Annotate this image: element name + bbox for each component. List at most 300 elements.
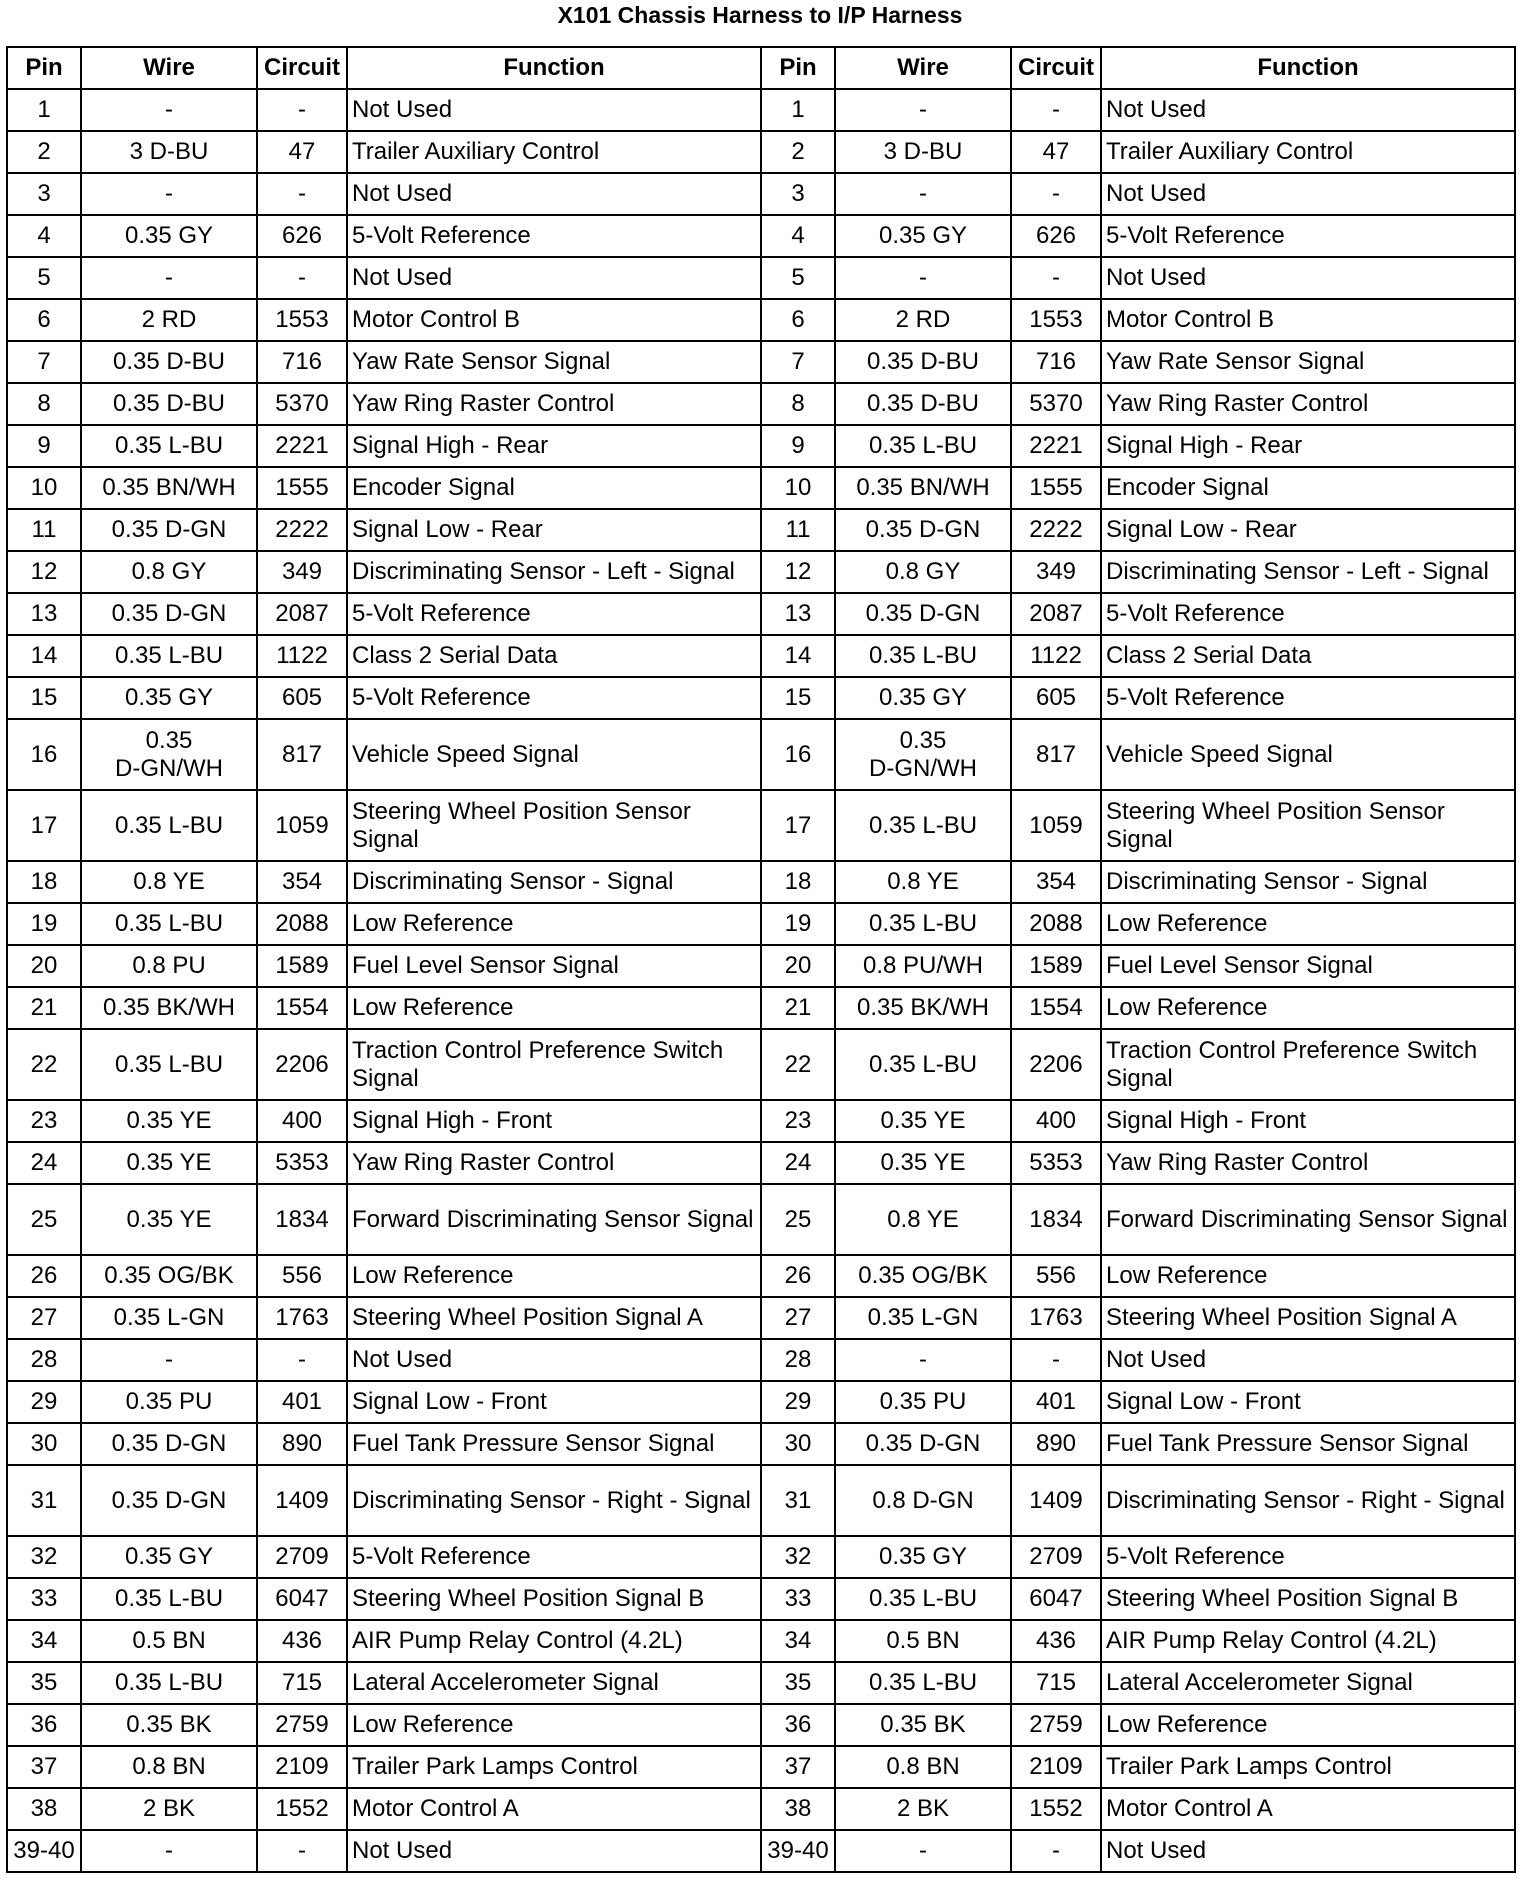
pin-cell-right: 31	[761, 1465, 835, 1536]
wire-cell: 0.35 PU	[81, 1381, 257, 1423]
function-cell: Discriminating Sensor - Signal	[347, 861, 761, 903]
wire-cell-right: 0.35 L-BU	[835, 1578, 1011, 1620]
circuit-cell: 354	[257, 861, 347, 903]
pin-cell: 1	[7, 89, 81, 131]
function-cell-right: Fuel Level Sensor Signal	[1101, 945, 1515, 987]
table-row	[7, 987, 1515, 1029]
pin-cell: 5	[7, 257, 81, 299]
wire-cell-right: 3 D-BU	[835, 131, 1011, 173]
circuit-cell-right: 2109	[1011, 1746, 1101, 1788]
pin-cell-right: 6	[761, 299, 835, 341]
table-row	[7, 1536, 1515, 1578]
circuit-cell: 6047	[257, 1578, 347, 1620]
function-cell: Motor Control A	[347, 1788, 761, 1830]
circuit-cell: -	[257, 1830, 347, 1872]
pin-cell-right: 30	[761, 1423, 835, 1465]
table-row	[7, 215, 1515, 257]
table-row	[7, 677, 1515, 719]
function-cell: Signal Low - Rear	[347, 509, 761, 551]
function-cell: Not Used	[347, 257, 761, 299]
wire-cell-right: -	[835, 1339, 1011, 1381]
function-cell: Fuel Tank Pressure Sensor Signal	[347, 1423, 761, 1465]
function-cell-right: Signal Low - Rear	[1101, 509, 1515, 551]
wire-cell-right: 0.35 L-BU	[835, 1029, 1011, 1100]
connector-table	[6, 46, 1516, 1873]
table-row	[7, 1620, 1515, 1662]
circuit-cell-right: -	[1011, 1339, 1101, 1381]
circuit-cell: 1409	[257, 1465, 347, 1536]
pin-cell: 31	[7, 1465, 81, 1536]
function-cell: Steering Wheel Position Signal A	[347, 1297, 761, 1339]
circuit-cell: 1553	[257, 299, 347, 341]
pin-cell: 26	[7, 1255, 81, 1297]
table-row	[7, 1381, 1515, 1423]
pin-cell: 6	[7, 299, 81, 341]
pin-cell: 3	[7, 173, 81, 215]
pin-cell: 17	[7, 790, 81, 861]
circuit-cell-right: 1554	[1011, 987, 1101, 1029]
wire-cell: -	[81, 1830, 257, 1872]
pin-cell-right: 9	[761, 425, 835, 467]
pin-cell-right: 1	[761, 89, 835, 131]
circuit-cell-right: 716	[1011, 341, 1101, 383]
wire-cell: 0.35 BK	[81, 1704, 257, 1746]
header-wire-right: Wire	[835, 47, 1011, 89]
circuit-cell: 716	[257, 341, 347, 383]
function-cell-right: Trailer Auxiliary Control	[1101, 131, 1515, 173]
table-row	[7, 945, 1515, 987]
pin-cell: 30	[7, 1423, 81, 1465]
pin-cell-right: 38	[761, 1788, 835, 1830]
pin-cell-right: 2	[761, 131, 835, 173]
function-cell: Not Used	[347, 173, 761, 215]
function-cell: Trailer Park Lamps Control	[347, 1746, 761, 1788]
circuit-cell-right: 1589	[1011, 945, 1101, 987]
table-row	[7, 341, 1515, 383]
wire-cell-right: 0.35 GY	[835, 215, 1011, 257]
pin-cell: 10	[7, 467, 81, 509]
pin-cell: 15	[7, 677, 81, 719]
wire-cell-right: 0.35 D-GN/WH	[835, 719, 1011, 790]
wire-cell-right: 0.8 YE	[835, 1184, 1011, 1255]
wire-cell: 0.35 L-GN	[81, 1297, 257, 1339]
table-row	[7, 257, 1515, 299]
header-circuit-right: Circuit	[1011, 47, 1101, 89]
pin-cell: 7	[7, 341, 81, 383]
pin-cell: 34	[7, 1620, 81, 1662]
function-cell-right: Yaw Ring Raster Control	[1101, 1142, 1515, 1184]
pin-cell-right: 25	[761, 1184, 835, 1255]
wire-cell: 3 D-BU	[81, 131, 257, 173]
pin-cell: 8	[7, 383, 81, 425]
circuit-cell-right: 1763	[1011, 1297, 1101, 1339]
function-cell-right: Forward Discriminating Sensor Signal	[1101, 1184, 1515, 1255]
pin-cell: 9	[7, 425, 81, 467]
circuit-cell: 401	[257, 1381, 347, 1423]
circuit-cell: 349	[257, 551, 347, 593]
function-cell: Yaw Ring Raster Control	[347, 1142, 761, 1184]
table-row	[7, 425, 1515, 467]
circuit-cell-right: 1409	[1011, 1465, 1101, 1536]
function-cell-right: Class 2 Serial Data	[1101, 635, 1515, 677]
pin-cell: 14	[7, 635, 81, 677]
function-cell: 5-Volt Reference	[347, 1536, 761, 1578]
wire-cell-right: 2 BK	[835, 1788, 1011, 1830]
circuit-cell: 2206	[257, 1029, 347, 1100]
wire-cell-right: 0.35 L-BU	[835, 425, 1011, 467]
circuit-cell: 1554	[257, 987, 347, 1029]
function-cell: 5-Volt Reference	[347, 677, 761, 719]
function-cell-right: Not Used	[1101, 89, 1515, 131]
pin-cell: 24	[7, 1142, 81, 1184]
circuit-cell: 1589	[257, 945, 347, 987]
header-pin: Pin	[7, 47, 81, 89]
function-cell-right: Encoder Signal	[1101, 467, 1515, 509]
circuit-cell-right: 1553	[1011, 299, 1101, 341]
wire-cell-right: 0.35 D-GN	[835, 509, 1011, 551]
function-cell-right: Low Reference	[1101, 987, 1515, 1029]
function-cell: Vehicle Speed Signal	[347, 719, 761, 790]
wire-cell-right: 0.8 YE	[835, 861, 1011, 903]
table-row	[7, 861, 1515, 903]
function-cell-right: Traction Control Preference Switch Signal	[1101, 1029, 1515, 1100]
table-row	[7, 1830, 1515, 1872]
function-cell-right: Yaw Rate Sensor Signal	[1101, 341, 1515, 383]
circuit-cell-right: 6047	[1011, 1578, 1101, 1620]
table-row	[7, 383, 1515, 425]
function-cell: Yaw Rate Sensor Signal	[347, 341, 761, 383]
circuit-cell-right: 5353	[1011, 1142, 1101, 1184]
wire-cell: 2 BK	[81, 1788, 257, 1830]
pin-cell-right: 12	[761, 551, 835, 593]
circuit-cell: 1834	[257, 1184, 347, 1255]
function-cell: Trailer Auxiliary Control	[347, 131, 761, 173]
pin-cell-right: 29	[761, 1381, 835, 1423]
function-cell-right: Not Used	[1101, 1830, 1515, 1872]
pin-cell-right: 22	[761, 1029, 835, 1100]
wire-cell-right: -	[835, 173, 1011, 215]
circuit-cell: 715	[257, 1662, 347, 1704]
wire-cell-right: 0.35 L-BU	[835, 790, 1011, 861]
wire-cell-right: 0.35 L-BU	[835, 635, 1011, 677]
circuit-cell-right: 1552	[1011, 1788, 1101, 1830]
function-cell-right: Signal High - Front	[1101, 1100, 1515, 1142]
wire-cell: -	[81, 173, 257, 215]
header-wire: Wire	[81, 47, 257, 89]
function-cell-right: Discriminating Sensor - Right - Signal	[1101, 1465, 1515, 1536]
circuit-cell: 436	[257, 1620, 347, 1662]
circuit-cell: 2222	[257, 509, 347, 551]
function-cell: Low Reference	[347, 987, 761, 1029]
pin-cell-right: 7	[761, 341, 835, 383]
wire-cell-right: 0.35 L-GN	[835, 1297, 1011, 1339]
circuit-cell-right: -	[1011, 257, 1101, 299]
pin-cell: 22	[7, 1029, 81, 1100]
wire-cell: 0.8 PU	[81, 945, 257, 987]
function-cell: Encoder Signal	[347, 467, 761, 509]
function-cell: Signal High - Front	[347, 1100, 761, 1142]
pin-cell-right: 17	[761, 790, 835, 861]
pin-cell: 12	[7, 551, 81, 593]
wire-cell-right: 0.35 PU	[835, 1381, 1011, 1423]
circuit-cell: -	[257, 89, 347, 131]
circuit-cell: 890	[257, 1423, 347, 1465]
function-cell: Lateral Accelerometer Signal	[347, 1662, 761, 1704]
function-cell-right: Not Used	[1101, 1339, 1515, 1381]
pin-cell-right: 23	[761, 1100, 835, 1142]
function-cell: Motor Control B	[347, 299, 761, 341]
circuit-cell: 1122	[257, 635, 347, 677]
table-row	[7, 551, 1515, 593]
wire-cell-right: 2 RD	[835, 299, 1011, 341]
circuit-cell-right: 2088	[1011, 903, 1101, 945]
function-cell-right: Trailer Park Lamps Control	[1101, 1746, 1515, 1788]
function-cell-right: Fuel Tank Pressure Sensor Signal	[1101, 1423, 1515, 1465]
pin-cell-right: 21	[761, 987, 835, 1029]
circuit-cell-right: 890	[1011, 1423, 1101, 1465]
function-cell: Not Used	[347, 89, 761, 131]
wire-cell-right: -	[835, 1830, 1011, 1872]
pin-cell: 4	[7, 215, 81, 257]
pin-cell: 36	[7, 1704, 81, 1746]
wire-cell-right: 0.35 GY	[835, 677, 1011, 719]
table-row	[7, 1184, 1515, 1255]
circuit-cell: 5370	[257, 383, 347, 425]
function-cell-right: 5-Volt Reference	[1101, 1536, 1515, 1578]
table-row	[7, 790, 1515, 861]
pin-cell-right: 5	[761, 257, 835, 299]
wire-cell: 0.8 YE	[81, 861, 257, 903]
function-cell-right: Motor Control B	[1101, 299, 1515, 341]
wire-cell-right: 0.35 OG/BK	[835, 1255, 1011, 1297]
function-cell: Steering Wheel Position Sensor Signal	[347, 790, 761, 861]
pin-cell: 37	[7, 1746, 81, 1788]
circuit-cell-right: 1059	[1011, 790, 1101, 861]
wire-cell: -	[81, 1339, 257, 1381]
pin-cell-right: 34	[761, 1620, 835, 1662]
wire-cell-right: 0.35 BK/WH	[835, 987, 1011, 1029]
function-cell-right: 5-Volt Reference	[1101, 677, 1515, 719]
circuit-cell-right: 715	[1011, 1662, 1101, 1704]
pin-cell-right: 36	[761, 1704, 835, 1746]
wire-cell: 0.35 D-GN	[81, 1423, 257, 1465]
function-cell-right: Lateral Accelerometer Signal	[1101, 1662, 1515, 1704]
circuit-cell-right: -	[1011, 89, 1101, 131]
table-body	[7, 89, 1515, 1872]
circuit-cell-right: 354	[1011, 861, 1101, 903]
pin-cell: 27	[7, 1297, 81, 1339]
function-cell: Traction Control Preference Switch Signal	[347, 1029, 761, 1100]
circuit-cell: 2087	[257, 593, 347, 635]
table-row	[7, 1297, 1515, 1339]
circuit-cell: 2221	[257, 425, 347, 467]
function-cell: Steering Wheel Position Signal B	[347, 1578, 761, 1620]
function-cell: 5-Volt Reference	[347, 593, 761, 635]
circuit-cell: 5353	[257, 1142, 347, 1184]
table-row	[7, 1100, 1515, 1142]
table-row	[7, 1423, 1515, 1465]
wire-cell: 0.35 L-BU	[81, 1662, 257, 1704]
circuit-cell: 47	[257, 131, 347, 173]
circuit-cell: 1555	[257, 467, 347, 509]
wire-cell-right: -	[835, 89, 1011, 131]
wire-cell-right: 0.35 YE	[835, 1100, 1011, 1142]
circuit-cell-right: 626	[1011, 215, 1101, 257]
wire-cell: 0.5 BN	[81, 1620, 257, 1662]
pin-cell-right: 27	[761, 1297, 835, 1339]
function-cell-right: Low Reference	[1101, 903, 1515, 945]
wire-cell: 2 RD	[81, 299, 257, 341]
pin-cell-right: 13	[761, 593, 835, 635]
wire-cell: 0.35 GY	[81, 1536, 257, 1578]
circuit-cell: 626	[257, 215, 347, 257]
circuit-cell-right: 605	[1011, 677, 1101, 719]
circuit-cell-right: 401	[1011, 1381, 1101, 1423]
pin-cell: 33	[7, 1578, 81, 1620]
table-row	[7, 467, 1515, 509]
pin-cell: 11	[7, 509, 81, 551]
pin-cell-right: 33	[761, 1578, 835, 1620]
circuit-cell: 556	[257, 1255, 347, 1297]
wire-cell-right: 0.35 BK	[835, 1704, 1011, 1746]
wire-cell-right: 0.8 D-GN	[835, 1465, 1011, 1536]
wire-cell: 0.35 GY	[81, 677, 257, 719]
pin-cell-right: 10	[761, 467, 835, 509]
pin-cell: 35	[7, 1662, 81, 1704]
circuit-cell: 605	[257, 677, 347, 719]
function-cell-right: Steering Wheel Position Signal A	[1101, 1297, 1515, 1339]
function-cell-right: Vehicle Speed Signal	[1101, 719, 1515, 790]
circuit-cell: 2709	[257, 1536, 347, 1578]
function-cell: Discriminating Sensor - Right - Signal	[347, 1465, 761, 1536]
function-cell-right: Signal High - Rear	[1101, 425, 1515, 467]
function-cell-right: Steering Wheel Position Sensor Signal	[1101, 790, 1515, 861]
circuit-cell-right: 1122	[1011, 635, 1101, 677]
wire-cell: 0.35 L-BU	[81, 790, 257, 861]
pin-cell-right: 11	[761, 509, 835, 551]
table-row	[7, 89, 1515, 131]
circuit-cell-right: 817	[1011, 719, 1101, 790]
pin-cell-right: 15	[761, 677, 835, 719]
table-row	[7, 299, 1515, 341]
pin-cell-right: 39-40	[761, 1830, 835, 1872]
wire-cell: 0.35 GY	[81, 215, 257, 257]
pin-cell: 16	[7, 719, 81, 790]
function-cell: Low Reference	[347, 903, 761, 945]
pin-cell: 23	[7, 1100, 81, 1142]
pin-cell: 28	[7, 1339, 81, 1381]
circuit-cell-right: -	[1011, 173, 1101, 215]
wire-cell: 0.35 L-BU	[81, 635, 257, 677]
circuit-cell-right: 556	[1011, 1255, 1101, 1297]
pin-cell-right: 16	[761, 719, 835, 790]
function-cell: Signal High - Rear	[347, 425, 761, 467]
function-cell: AIR Pump Relay Control (4.2L)	[347, 1620, 761, 1662]
wire-cell: -	[81, 89, 257, 131]
wire-cell: 0.35 YE	[81, 1184, 257, 1255]
pin-cell: 2	[7, 131, 81, 173]
circuit-cell-right: 349	[1011, 551, 1101, 593]
pin-cell: 38	[7, 1788, 81, 1830]
circuit-cell-right: 2221	[1011, 425, 1101, 467]
header-function-right: Function	[1101, 47, 1515, 89]
wire-cell: 0.35 D-BU	[81, 383, 257, 425]
wire-cell-right: 0.35 GY	[835, 1536, 1011, 1578]
table-row	[7, 593, 1515, 635]
circuit-cell-right: 2709	[1011, 1536, 1101, 1578]
pin-cell-right: 24	[761, 1142, 835, 1184]
circuit-cell-right: 2759	[1011, 1704, 1101, 1746]
pin-cell-right: 35	[761, 1662, 835, 1704]
wire-cell-right: 0.35 D-GN	[835, 1423, 1011, 1465]
wire-cell: -	[81, 257, 257, 299]
circuit-cell: 817	[257, 719, 347, 790]
circuit-cell-right: -	[1011, 1830, 1101, 1872]
table-row	[7, 509, 1515, 551]
header-function: Function	[347, 47, 761, 89]
table-row	[7, 719, 1515, 790]
wire-cell: 0.35 BN/WH	[81, 467, 257, 509]
page-title: X101 Chassis Harness to I/P Harness	[557, 2, 963, 28]
pin-cell: 20	[7, 945, 81, 987]
circuit-cell: 2088	[257, 903, 347, 945]
table-row	[7, 173, 1515, 215]
function-cell-right: Steering Wheel Position Signal B	[1101, 1578, 1515, 1620]
function-cell-right: Motor Control A	[1101, 1788, 1515, 1830]
pin-cell-right: 3	[761, 173, 835, 215]
pin-cell: 25	[7, 1184, 81, 1255]
pin-cell: 39-40	[7, 1830, 81, 1872]
pin-cell: 32	[7, 1536, 81, 1578]
function-cell-right: 5-Volt Reference	[1101, 215, 1515, 257]
circuit-cell-right: 2206	[1011, 1029, 1101, 1100]
pin-cell-right: 14	[761, 635, 835, 677]
table-row	[7, 1339, 1515, 1381]
header-pin-right: Pin	[761, 47, 835, 89]
circuit-cell: 1552	[257, 1788, 347, 1830]
table-row	[7, 635, 1515, 677]
function-cell-right: Discriminating Sensor - Signal	[1101, 861, 1515, 903]
function-cell: Class 2 Serial Data	[347, 635, 761, 677]
wire-cell-right: 0.35 D-BU	[835, 341, 1011, 383]
pin-cell-right: 20	[761, 945, 835, 987]
circuit-cell-right: 2222	[1011, 509, 1101, 551]
wire-cell: 0.35 OG/BK	[81, 1255, 257, 1297]
wire-cell-right: 0.35 YE	[835, 1142, 1011, 1184]
table-row	[7, 131, 1515, 173]
pin-cell-right: 32	[761, 1536, 835, 1578]
function-cell-right: Signal Low - Front	[1101, 1381, 1515, 1423]
pin-cell-right: 37	[761, 1746, 835, 1788]
wire-cell: 0.35 L-BU	[81, 903, 257, 945]
pin-cell-right: 4	[761, 215, 835, 257]
wire-cell-right: 0.8 PU/WH	[835, 945, 1011, 987]
pin-cell: 13	[7, 593, 81, 635]
wire-cell-right: 0.8 BN	[835, 1746, 1011, 1788]
wire-cell-right: 0.5 BN	[835, 1620, 1011, 1662]
function-cell: Low Reference	[347, 1255, 761, 1297]
table-row	[7, 1029, 1515, 1100]
circuit-cell: 1059	[257, 790, 347, 861]
wire-cell: 0.35 D-GN	[81, 509, 257, 551]
header-circuit: Circuit	[257, 47, 347, 89]
table-row	[7, 1704, 1515, 1746]
circuit-cell: 1763	[257, 1297, 347, 1339]
circuit-cell-right: 2087	[1011, 593, 1101, 635]
pin-cell-right: 19	[761, 903, 835, 945]
circuit-cell-right: 47	[1011, 131, 1101, 173]
table-row	[7, 1578, 1515, 1620]
